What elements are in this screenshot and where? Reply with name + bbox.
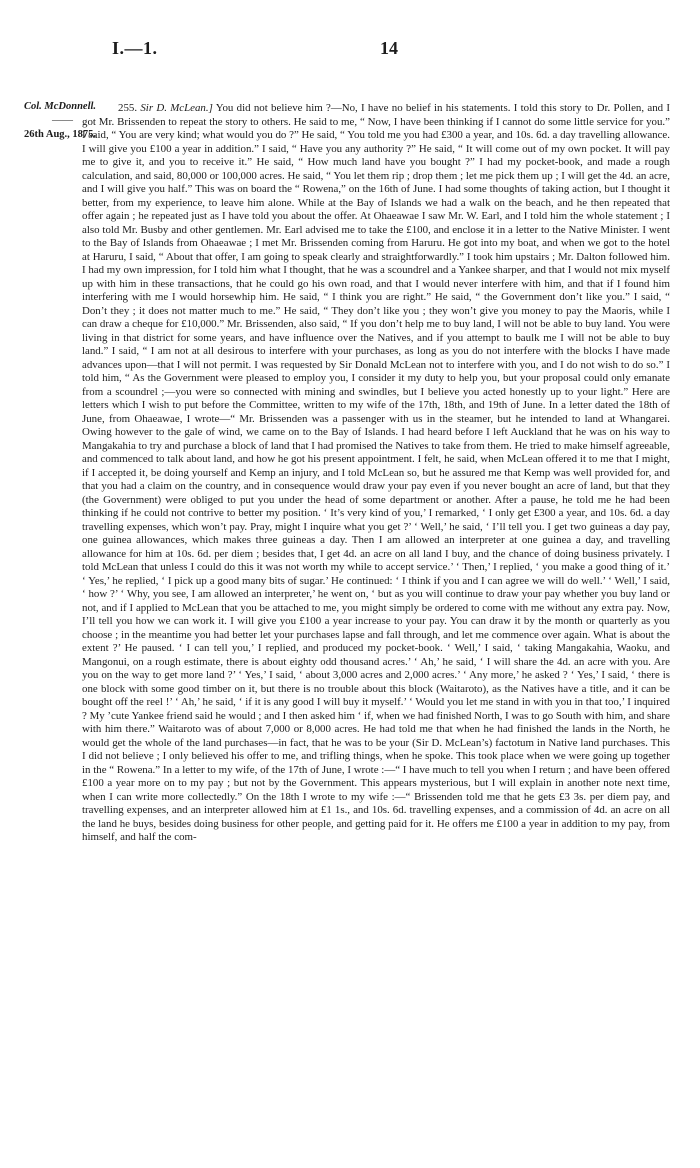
- question-number: 255.: [118, 102, 138, 114]
- testimony-date: 26th Aug., 1875.: [24, 129, 97, 140]
- page-header: [0, 38, 700, 68]
- margin-dash: ——: [52, 115, 73, 126]
- page-number: 14: [380, 38, 398, 58]
- testimony-paragraph: [82, 102, 670, 845]
- document-id: I.—1.: [112, 38, 158, 58]
- testimony-text: You did not believe him ?—No, I have no belief in his statements. I told this story to Dr. Pollen, and I got Mr. Brissenden to repeat the story to others. He said to me, “ Now, I have been thinking if I cannot do some little service for you.” I said, “ You are very kind; what would you do ?” He said, “ You told me you had £300 a year, and 10s. 6d. a day travelling allowance. I will give you £100 a year in addition.” I said, “ Have you any authority ?” He said, “ It will come out of my own pocket. It will pay me to give it, and you to receive it.” He said, “ How much land have you bought ?” I had my pocket-book, and made a rough calculation, and said, 80,000 or 100,000 acres. He said, “ You let them rip ; drop them ; let me pick them up ; I will get the 4d. an acre, and I will give you half.” This was on board the “ Rowena,” on the 16th of June. I had some thoughts of taking action, but I thought it better, from my experience, to leave him alone. While at the Bay of Islands we had a walk on the beach, and he then repeated that offer again ; he repeated just as I have told you about the offer. At Ohaeawae I saw Mr. W. Earl, and I told him the whole statement ; I also told Mr. Busby and other gentlemen. Mr. Earl advised me to take the £100, and enclose it in a letter to the Native Minister. I went to the Bay of Islands from Ohaeawae ; I met Mr. Brissenden coming from Haruru. He got into my boat, and when we got to the hotel at Haruru, I said, “ About that offer, I am going to speak clearly and straightforwardly.” I took him upstairs ; Mr. Dalton followed him. I had my own impression, for I told him what I thought, that he was a scoundrel and a Yankee sharper, and that I would not mix myself up with him in these transactions, that he could go his own road, and that I would never interfere with him, and that if I found him interfering with me I would horsewhip him. He said, “ I think you are right.” He said, “ the Government don’t like you.” I said, “ Don’t they ; it does not matter much to me.” He said, “ They don’t like you ; they won’t give you money to pay the Maoris, while I can draw a cheque for £10,000.” Mr. Brissenden, also said, “ If you don’t help me to buy land, I will not be able to buy land. You were living in that district for some years, and have influence over the Natives, and if you attempt to baulk me I will not be able to buy land.” I said, “ I am not at all desirous to interfere with your purchases, as long as you do not interfere with the blocks I have made advances upon—that I will not permit. I was requested by Sir Donald McLean not to interfere with you, and I do not wish to do so.” I told him, “ As the Government were pleased to employ you, I consider it my duty to help you, but your proposal could only emanate from a scoundrel ;—you were so connected with mining and swindles, but I believe you acted honestly up to your light.” Here are letters which I wish to put before the Committee, written to my wife of the 17th, 18th, and 19th of June. In a letter dated the 18th of June, from Ohaeawae, I wrote—“ Mr. Brissenden was a passenger with us in the steamer, but he intended to land at Whangarei. Owing however to the gale of wind, we came on to the Bay of Islands. I had heard before I left Auckland that he was on his way to Mangakahia to try and purchase a block of land that I had promised the Natives to take from them. He tried to make himself agreeable, and commenced to talk about land, and how he got his present appointment. I felt, he said, when McLean offered it to me that I might, if I accepted it, be doing yourself and Kemp an injury, and I told McLean so, but he assured me that Kemp was well provided for, and that you had a claim on the country, and in consequence would draw your pay even if you never bought an acre of land, but that they (the Government) were obliged to put you under the head of some department or another. After a pause, he told me he had been thinking if he could not contrive to better my position. ‘ It’s very kind of you,’ I remarked, ‘ I only get £300 a year, and 10s. 6d. a day travelling expenses, which won’t pay. Pray, might I inquire what you get ?’ ‘ Well,’ he said, ‘ I’ll tell you. I get two guineas a day pay, one guinea allowances, which makes three guineas a day. Then I am allowed an interpreter at one guinea a day, and travelling allowance for him at 10s. 6d. per diem ; besides that, I get 4d. an acre on all land I buy, and the chance of doing business privately. I told McLean that unless I could do this it was not worth my while to accept service.’ ‘ Then,’ I replied, ‘ you make a good thing of it.’ ‘ Yes,’ he replied, ‘ I pick up a good many bits of sugar.’ He continued: ‘ I think if you and I can agree we will do well.’ ‘ Well,’ I said, ‘ how ?’ ‘ Why, you see, I am allowed an interpreter,’ he went on, ‘ but as you will continue to draw your pay whether you buy land or not, and if I applied to McLean that you be attached to me, you might simply be ordered to come with me without any extra pay. Now, I’ll tell you how we can work it. I will give you £100 a year increase to your pay. You can draw it by the month or quarterly as you choose ; in the meantime you had better let your purchases lapse and fall through, and let me commence over again. What is about the extent ?’ He paused. ‘ I can tell you,’ I replied, and produced my pocket-book. ‘ Well,’ I said, ‘ taking Mangakahia, Waoku, and Mangonui, on a rough estimate, there is about eighty odd thousand acres.’ ‘ Ah,’ he said, ‘ I will share the 4d. an acre with you. Are you on the way to get more land ?’ ‘ Yes,’ I said, ‘ about 3,000 acres and 2,000 acres.’ ‘ Any more,’ he asked ? ‘ Yes,’ I said, ‘ there is one block with some good timber on it, but there is no trouble about this block (Waitaroto), as the Natives have a title, and it can be bought off the reel !’ ‘ Ah,’ he said, ‘ if it is any good I will buy it myself.’ ‘ Would you let me stand in with you in that too,’ I inquired ? My ’cute Yankee friend said he would ; and I then asked him ‘ if, when we had finished North, I was to go South with him, and share with him there.” Waitaroto was of about 7,000 or 8,000 acres. He had told me that when he had finished the lands in the North, he would get the whole of the land purchases—in fact, that he was to be your (Sir D. McLean’s) factotum in Native land purchases. This I did not believe ; I only believed his offer to me, and trifling things, when he spoke. This took place when we were going up together in the “ Rowena.” In a letter to my wife, of the 17th of June, I wrote :—“ I have much to tell you when I return ; and have been offered £100 a year more on to my pay ; but not by the Government. This appears mysterious, but I will explain in another note next time, when I can write more collectedly.” On the 18th I wrote to my wife :—“ Brissenden told me that he gets £3 3s. per diem pay, and travelling expenses, and an interpreter allowed him at £1 1s., and 10s. 6d. travelling expenses, and a commission of 4d. an acre on all the land he buys, besides doing business for other people, and getting paid for it. He offers me £100 a year in addition to my pay, from himself, and half the com-: [82, 102, 670, 843]
- question-speaker: Sir D. McLean.]: [140, 102, 213, 114]
- witness-name: Col. McDonnell.: [24, 101, 97, 112]
